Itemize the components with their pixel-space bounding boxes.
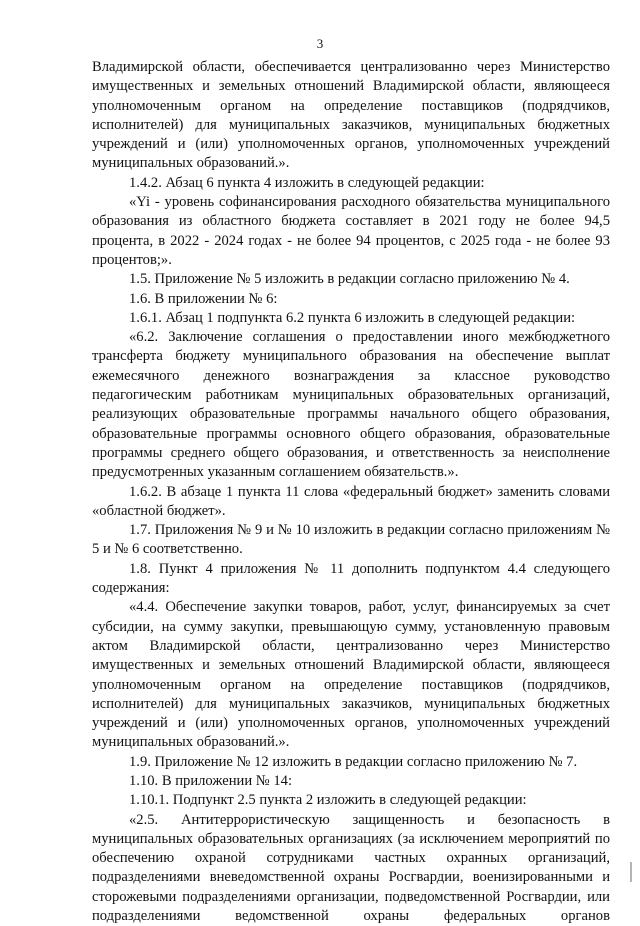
paragraph-1-10-1: 1.10.1. Подпункт 2.5 пункта 2 изложить в следующей редакции: — [129, 792, 527, 809]
paragraph-yi-quote: «Yi - уровень софинансирования расходного обязательства муниципального образования из областного бюджета составляет в 2021 году не более 94,5 процента, в 2022 - 2024 годах - не более 94 процентов, с 2025 года - не более 93 процентов;». — [92, 194, 610, 268]
paragraph-1-6-1: 1.6.1. Абзац 1 подпункта 6.2 пункта 6 изложить в следующей редакции: — [129, 309, 576, 326]
paragraph-1-6: 1.6. В приложении № 6: — [129, 290, 278, 307]
paragraph-6-2-quote: «6.2. Заключение соглашения о предоставлении иного межбюджетного трансферта бюджету муниципального образования на обеспечение выплат ежемесячного денежного вознаграждения за классное руководство педагогическим работникам муниципальных образовательных организаций, реализующих образовательные программы начального общего образования, образовательные программы основного общего образования, образовательные программы среднего общего образования, и ответственность за неисполнение предусмотренных указанным соглашением обязательств.». — [92, 329, 610, 481]
paragraph-1-8: 1.8. Пункт 4 приложения № 11 дополнить подпунктом 4.4 следующего содержания: — [92, 560, 610, 597]
paragraph-2-5-quote: «2.5. Антитеррористическую защищенность и безопасность в муниципальных образовательных организациях (за исключением мероприятий по обеспечению охраной сотрудниками частных охранных организаций, подразделениями вневедомственной охраны Росгвардии, военизированными и сторожевыми подразделениями организации, подведомственной Росгвардии, или подразделениями ведомственной охраны федеральных органов — [92, 811, 610, 925]
paragraph-1-7: 1.7. Приложения № 9 и № 10 изложить в редакции согласно приложениям № 5 и № 6 соответственно. — [92, 522, 610, 558]
paragraph-1-6-2: 1.6.2. В абзаце 1 пункта 11 слова «федеральный бюджет» заменить словами «областной бюджет». — [92, 483, 610, 519]
paragraph-continuation: Владимирской области, обеспечивается централизованно через Министерство имущественных и земельных отношений Владимирской области, являющееся уполномоченным органом на определение поставщиков (подрядчиков, исполнителей) для муниципальных заказчиков, муниципальных бюджетных учреждений и (или) уполномоченных органов, уполномоченных учреждений муниципальных образований.». — [92, 59, 610, 172]
paragraph-1-9: 1.9. Приложение № 12 изложить в редакции согласно приложению № 7. — [129, 753, 578, 770]
page-number: 3 — [316, 36, 324, 51]
paragraph-1-5: 1.5. Приложение № 5 изложить в редакции согласно приложению № 4. — [129, 271, 570, 288]
document-body — [92, 58, 610, 926]
scan-edge-mark — [622, 862, 632, 882]
paragraph-1-10: 1.10. В приложении № 14: — [129, 772, 293, 789]
paragraph-4-4-quote: «4.4. Обеспечение закупки товаров, работ, услуг, финансируемых за счет субсидии, на сумму закупки, превышающую сумму, установленную правовым актом Владимирской области, централизованно через Министерство имущественных и земельных отношений Владимирской области, являющееся уполномоченным органом на определение поставщиков (подрядчиков, исполнителей) для муниципальных заказчиков, муниципальных бюджетных учреждений и (или) уполномоченных органов, уполномоченных учреждений муниципальных образований.». — [92, 599, 610, 751]
paragraph-1-4-2: 1.4.2. Абзац 6 пункта 4 изложить в следующей редакции: — [129, 174, 485, 191]
